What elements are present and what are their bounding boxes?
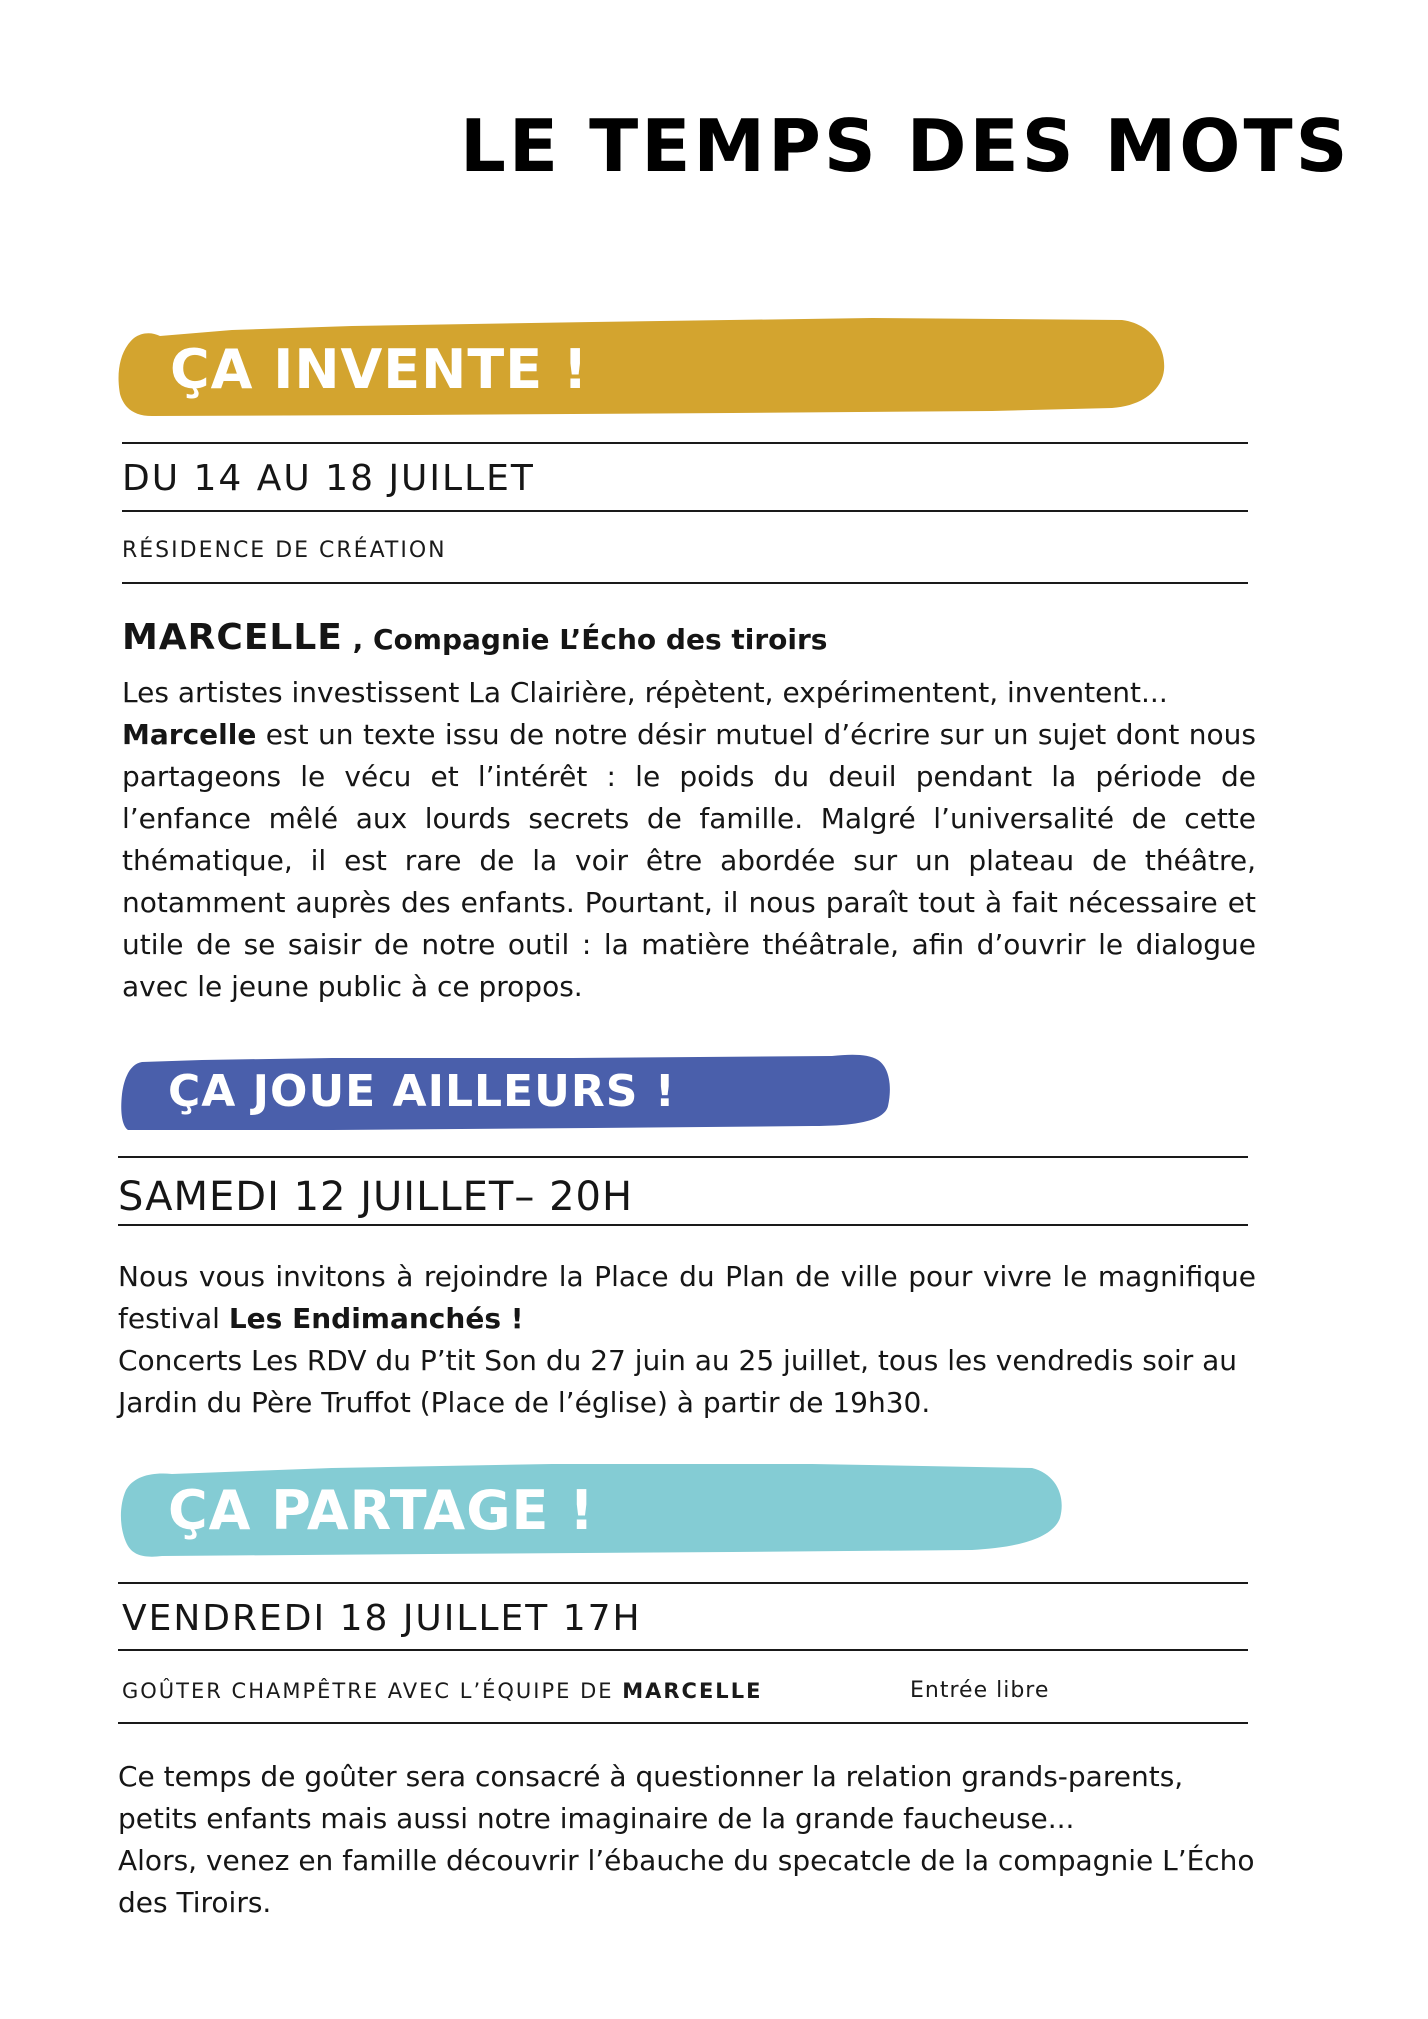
rule	[122, 442, 1248, 444]
marcelle-bold: Marcelle	[122, 718, 257, 751]
rule	[118, 1649, 1248, 1651]
partage-description-2: Alors, venez en famille découvrir l’ébauche du specatcle de la compagnie L’Écho des Tiroirs.	[118, 1844, 1255, 1919]
joue-body	[118, 1256, 1256, 1424]
rule	[118, 1722, 1248, 1724]
invente-heading: ÇA INVENTE !	[170, 338, 589, 401]
partage-category-text: GOÛTER CHAMPÊTRE AVEC L’ÉQUIPE DE	[122, 1679, 623, 1703]
joue-concerts: Concerts Les RDV du P’tit Son du 27 juin au 25 juillet, tous les vendredis soir au Jardin du Père Truffot (Place de l’église) à partir de 19h30.	[118, 1344, 1238, 1419]
partage-date: VENDREDI 18 JUILLET 17H	[122, 1598, 642, 1639]
joue-date: SAMEDI 12 JUILLET– 20H	[118, 1174, 634, 1220]
rule	[122, 510, 1248, 512]
invente-intro: Les artistes investissent La Clairière, répètent, expérimentent, inventent...	[122, 676, 1168, 709]
partage-description-1: Ce temps de goûter sera consacré à questionner la relation grands-parents, petits enfants mais aussi notre imaginaire de la grande faucheuse...	[118, 1760, 1184, 1835]
joue-heading: ÇA JOUE AILLEURS !	[168, 1066, 676, 1117]
page-title: LE TEMPS DES MOTS	[460, 104, 1351, 188]
joue-invitation	[118, 1256, 1256, 1340]
rule	[118, 1224, 1248, 1226]
show-title: MARCELLE	[122, 617, 343, 658]
invente-body	[122, 672, 1256, 1008]
partage-category	[122, 1681, 762, 1702]
invente-date: DU 14 AU 18 JUILLET	[122, 458, 535, 499]
entry-free: Entrée libre	[910, 1678, 1050, 1703]
invente-category: RÉSIDENCE DE CRÉATION	[122, 538, 447, 563]
partage-body	[118, 1756, 1256, 1924]
rule	[118, 1582, 1248, 1584]
festival-name: Les Endimanchés !	[228, 1302, 524, 1335]
invente-description	[122, 718, 1256, 1003]
joue-invitation-text: Nous vous invitons à rejoindre la Place du Plan de ville pour vivre le magnifique festival	[118, 1260, 1256, 1335]
rule	[122, 582, 1248, 584]
rule	[118, 1156, 1248, 1158]
show-company: , Compagnie L’Écho des tiroirs	[342, 623, 828, 656]
partage-category-bold: MARCELLE	[622, 1679, 763, 1703]
invente-description-text: est un texte issu de notre désir mutuel d’écrire sur un sujet dont nous partageons le vécu et l’intérêt : le poids du deuil pendant la période de l’enfance mêlé aux lourds secrets de famille. Malgré l’universalité de cette thématique, il est rare de la voir être abordée sur un plateau de théâtre, notamment auprès des enfants. Pourtant, il nous paraît tout à fait nécessaire et utile de se saisir de notre outil : la matière théâtrale, afin d’ouvrir le dialogue avec le jeune public à ce propos.	[122, 718, 1256, 1003]
partage-heading: ÇA PARTAGE !	[168, 1479, 595, 1542]
show-heading	[122, 617, 828, 658]
